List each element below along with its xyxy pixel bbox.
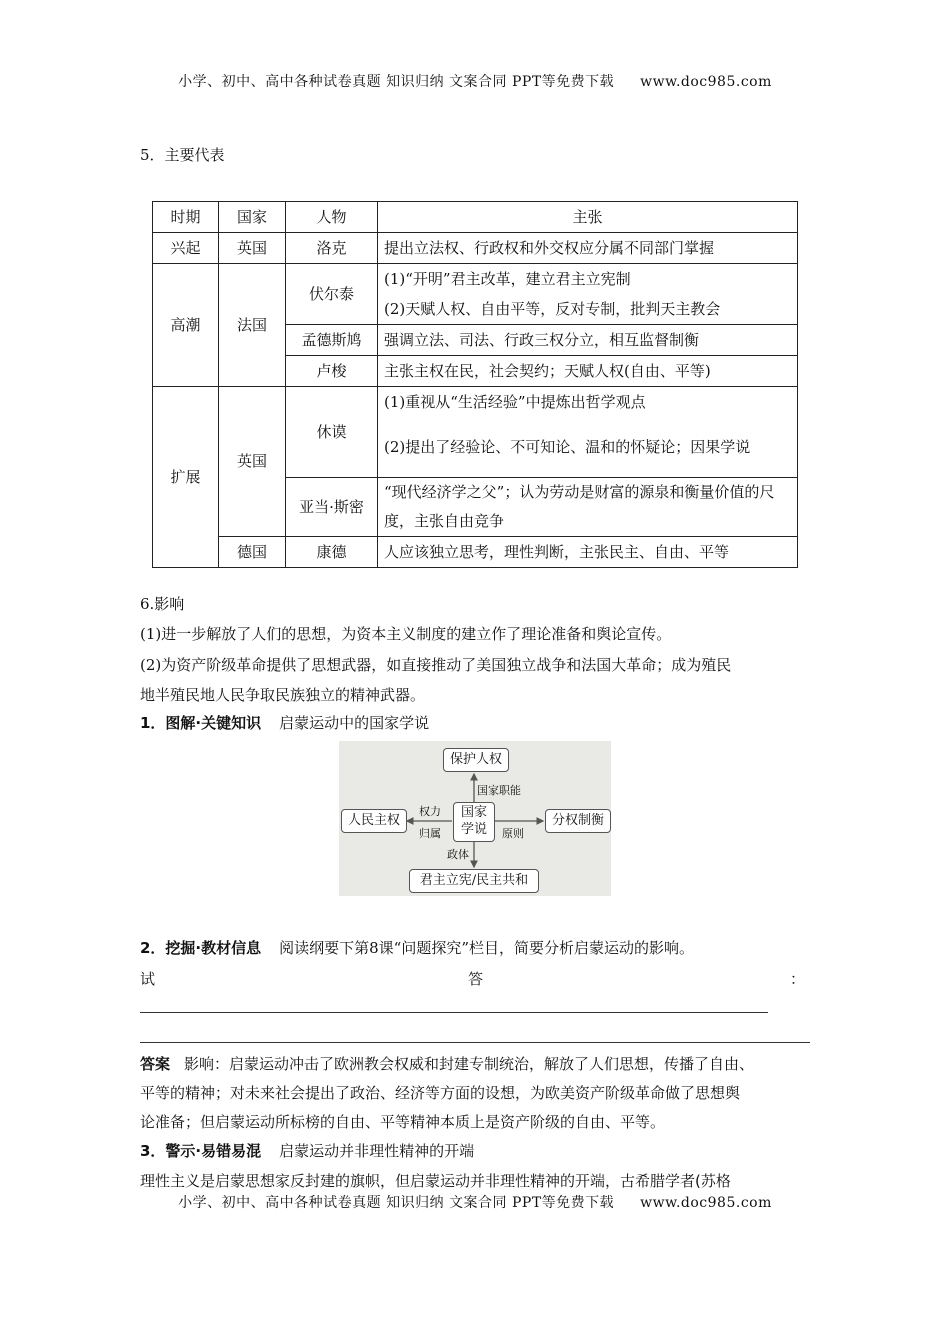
claim-cell: (1)“开明”君主改革，建立君主立宪制 xyxy=(378,264,798,295)
answer-l2: 平等的精神；对未来社会提出了政治、经济等方面的设想，为欧美资产阶级革命做了思想舆 xyxy=(140,1084,741,1102)
person-cell: 洛克 xyxy=(286,233,378,264)
state-theory-diagram xyxy=(339,741,611,896)
representatives-table xyxy=(152,201,798,568)
person-cell: 卢梭 xyxy=(286,356,378,387)
colon-char: ： xyxy=(790,970,806,988)
item2-text: 阅读纲要下第8课“问题探究”栏目，简要分析启蒙运动的影响。 xyxy=(279,939,695,957)
power-label: 权力 xyxy=(419,805,441,818)
center-line2: 学说 xyxy=(460,822,487,837)
period-cell: 扩展 xyxy=(153,387,219,568)
claim-cell: (1)重视从“生活经验”中提炼出哲学观点 xyxy=(378,387,798,418)
header-text: 小学、初中、高中各种试卷真题 知识归纳 文案合同 PPT等免费下载 xyxy=(178,74,615,90)
regime-box: 君主立宪/民主共和 xyxy=(409,869,539,893)
table-row xyxy=(153,537,798,568)
popular-sovereignty-box: 人民主权 xyxy=(341,809,407,833)
separation-powers-box: 分权制衡 xyxy=(545,809,611,833)
page-header xyxy=(0,71,950,91)
person-cell: 亚当·斯密 xyxy=(286,478,378,537)
answer-l1 xyxy=(140,1053,754,1074)
footer-site: www.doc985.com xyxy=(640,1195,772,1211)
item1 xyxy=(140,712,429,733)
answer-line-1 xyxy=(140,1012,768,1013)
claim-cell: “现代经济学之父”；认为劳动是财富的源泉和衡量价值的尺度，主张自由竞争 xyxy=(378,478,798,537)
section6-p1: (1)进一步解放了人们的思想，为资本主义制度的建立作了理论准备和舆论宣传。 xyxy=(140,625,672,643)
section5-title: 5．主要代表 xyxy=(140,146,225,164)
table-row xyxy=(153,233,798,264)
item1-text: 启蒙运动中的国家学说 xyxy=(279,714,430,732)
person-cell: 孟德斯鸠 xyxy=(286,325,378,356)
protect-rights-box: 保护人权 xyxy=(443,748,509,772)
answer-line-2 xyxy=(140,1042,810,1043)
claim-cell: 主张主权在民，社会契约；天赋人权(自由、平等) xyxy=(378,356,798,387)
table-row xyxy=(153,387,798,418)
answer-text-1: 影响：启蒙运动冲击了欧洲教会权威和封建专制统治，解放了人们思想，传播了自由、 xyxy=(184,1055,755,1073)
claim-cell: 强调立法、司法、行政三权分立，相互监督制衡 xyxy=(378,325,798,356)
state-theory-box xyxy=(453,802,495,842)
item3-text: 启蒙运动并非理性精神的开端 xyxy=(279,1142,475,1160)
answer-char: 答 xyxy=(468,970,484,988)
header-cell: 主张 xyxy=(378,202,798,233)
person-cell: 伏尔泰 xyxy=(286,264,378,325)
country-cell: 德国 xyxy=(219,537,286,568)
header-cell: 人物 xyxy=(286,202,378,233)
person-cell: 康德 xyxy=(286,537,378,568)
claim-cell: 提出立法权、行政权和外交权应分属不同部门掌握 xyxy=(378,233,798,264)
table-row xyxy=(153,264,798,295)
belong-label: 归属 xyxy=(419,827,441,840)
footer-text: 小学、初中、高中各种试卷真题 知识归纳 文案合同 PPT等免费下载 xyxy=(178,1195,615,1211)
person-cell: 休谟 xyxy=(286,387,378,478)
section6-title: 6.影响 xyxy=(140,595,185,613)
country-cell: 英国 xyxy=(219,387,286,537)
item3 xyxy=(140,1140,474,1161)
claim-cell: (2)天赋人权、自由平等，反对专制，批判天主教会 xyxy=(378,294,798,325)
center-line1: 国家 xyxy=(460,805,487,820)
item1-label: 1．图解·关键知识 xyxy=(140,714,262,732)
item2 xyxy=(140,937,694,958)
try-char: 试 xyxy=(140,970,156,988)
principle-label: 原则 xyxy=(502,827,524,840)
table-header-row xyxy=(153,202,798,233)
country-cell: 英国 xyxy=(219,233,286,264)
country-cell: 法国 xyxy=(219,264,286,387)
section6-p2a: (2)为资产阶级革命提供了思想武器，如直接推动了美国独立战争和法国大革命；成为殖民 xyxy=(140,656,732,674)
header-cell: 国家 xyxy=(219,202,286,233)
answer-l3: 论准备；但启蒙运动所标榜的自由、平等精神本质上是资产阶级的自由、平等。 xyxy=(140,1113,666,1131)
last-line: 理性主义是启蒙思想家反封建的旗帜，但启蒙运动并非理性精神的开端，古希腊学者(苏格 xyxy=(140,1172,731,1190)
header-cell: 时期 xyxy=(153,202,219,233)
item2-label: 2．挖掘·教材信息 xyxy=(140,939,262,957)
claim-cell: (2)提出了经验论、不可知论、温和的怀疑论；因果学说 xyxy=(378,417,798,478)
section6-p2b: 地半殖民地人民争取民族独立的精神武器。 xyxy=(140,686,426,704)
regime-label: 政体 xyxy=(447,848,469,861)
page-footer xyxy=(0,1192,950,1212)
period-cell: 高潮 xyxy=(153,264,219,387)
state-function-label: 国家职能 xyxy=(477,784,521,797)
claim-cell: 人应该独立思考，理性判断，主张民主、自由、平等 xyxy=(378,537,798,568)
period-cell: 兴起 xyxy=(153,233,219,264)
answer-label: 答案 xyxy=(140,1055,171,1073)
item3-label: 3．警示·易错易混 xyxy=(140,1142,262,1160)
header-site: www.doc985.com xyxy=(640,74,772,90)
